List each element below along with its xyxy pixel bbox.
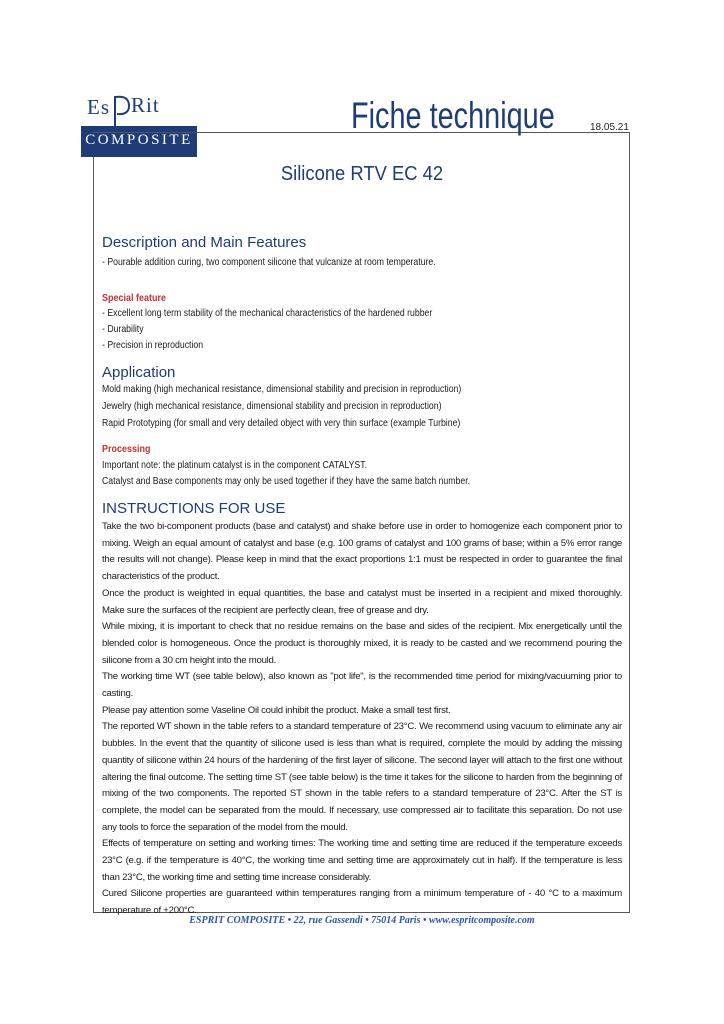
application-heading: Application <box>102 364 176 381</box>
processing-heading: Processing <box>102 444 151 455</box>
footer-contact: ESPRIT COMPOSITE • 22, rue Gassendi • 75014 Paris • www.espritcomposite.com <box>189 915 535 926</box>
special-feature-heading: Special feature <box>102 293 167 304</box>
instructions-body <box>102 519 622 920</box>
special-feature-item: - Precision in reproduction <box>102 340 204 351</box>
processing-item: Catalyst and Base components may only be used together if they have the same batch number. <box>102 476 471 487</box>
logo-text-composite: COMPOSITE <box>85 132 193 148</box>
logo-top <box>81 93 197 127</box>
instructions-paragraph: Once the product is weighted in equal quantities, the base and catalyst must be inserted in a recipient and mixed thoroughly. Make sure the surfaces of the recipient are perfectly clean, free of grease and dry. <box>102 587 622 616</box>
instructions-paragraph: The reported WT shown in the table refers to a standard temperature of 23°C. We recommend using vacuum to eliminate any air bubbles. In the event that the quantity of silicone used is less than what is required, complete the mould by adding the missing quantity of silicone within 24 hours of the hardening of the first layer of silicone. The second layer will attach to the first one without altering the final outcome. The setting time ST (see table below) is the time it takes for the silicone to harden from the beginning of mixing of the two components. The reported ST shown in the table refers to a standard temperature of 23°C. After the ST is complete, the model can be separated from the mould. If necessary, use compressed air to facilitate this separation. Do not use any tools to force the separation of the model from the mould. <box>102 721 622 833</box>
document-date: 18.05.21 <box>590 122 629 133</box>
processing-item: Important note: the platinum catalyst is in the component CATALYST. <box>102 460 368 471</box>
instructions-paragraph: The working time WT (see table below), also known as "pot life", is the recommended time period for mixing/vacuuming prior to casting. <box>102 671 622 700</box>
description-heading: Description and Main Features <box>102 234 307 251</box>
logo-text-rit: Rit <box>131 93 160 117</box>
instructions-paragraph: Please pay attention some Vaseline Oil could inhibit the product. Make a small test first. <box>102 704 451 716</box>
frame-left-border <box>93 157 94 912</box>
document-title: Fiche technique <box>351 95 555 136</box>
special-feature-item: - Durability <box>102 324 144 335</box>
description-text: - Pourable addition curing, two component silicone that vulcanize at room temperature. <box>102 257 436 268</box>
application-item: Rapid Prototyping (for small and very detailed object with very thin surface (example Turbine) <box>102 418 461 429</box>
product-name: Silicone RTV EC 42 <box>280 163 444 185</box>
application-item: Mold making (high mechanical resistance, dimensional stability and precision in reproduction) <box>102 384 462 395</box>
instructions-heading: INSTRUCTIONS FOR USE <box>102 500 286 517</box>
application-item: Jewelry (high mechanical resistance, dimensional stability and precision in reproduction) <box>102 401 442 412</box>
instructions-paragraph: Effects of temperature on setting and working times: The working time and setting time are reduced if the temperature exceeds 23°C (e.g. if the temperature is 40°C, the working time and setting time are approximately cut in half). If the temperature is less than 23°C, the working time and setting time increase considerably. <box>102 838 622 883</box>
instructions-paragraph: While mixing, it is important to check that no residue remains on the base and sides of the recipient. Mix energetically until the blended color is homogeneous. Once the product is thoroughly mixed, it is ready to be casted and we recommend pouring the silicone from a 30 cm height into the mould. <box>102 621 622 666</box>
instructions-paragraph: Cured Silicone properties are guaranteed within temperatures ranging from a minimum temperature of - 40 °C to a maximum temperature of +200°C. <box>102 888 622 917</box>
logo-text-es: Es <box>87 95 110 119</box>
special-feature-item: - Excellent long term stability of the mechanical characteristics of the hardened rubber <box>102 308 433 319</box>
instructions-paragraph: Take the two bi-component products (base and catalyst) and shake before use in order to homogenize each component prior to mixing. Weigh an equal amount of catalyst and base (e.g. 100 grams of catalyst and 100 grams of base; within a 5% error range the results will not change). Please keep in mind that the exact proportions 1:1 must be respected in order to guarantee the final characteristics of the product. <box>102 521 622 583</box>
